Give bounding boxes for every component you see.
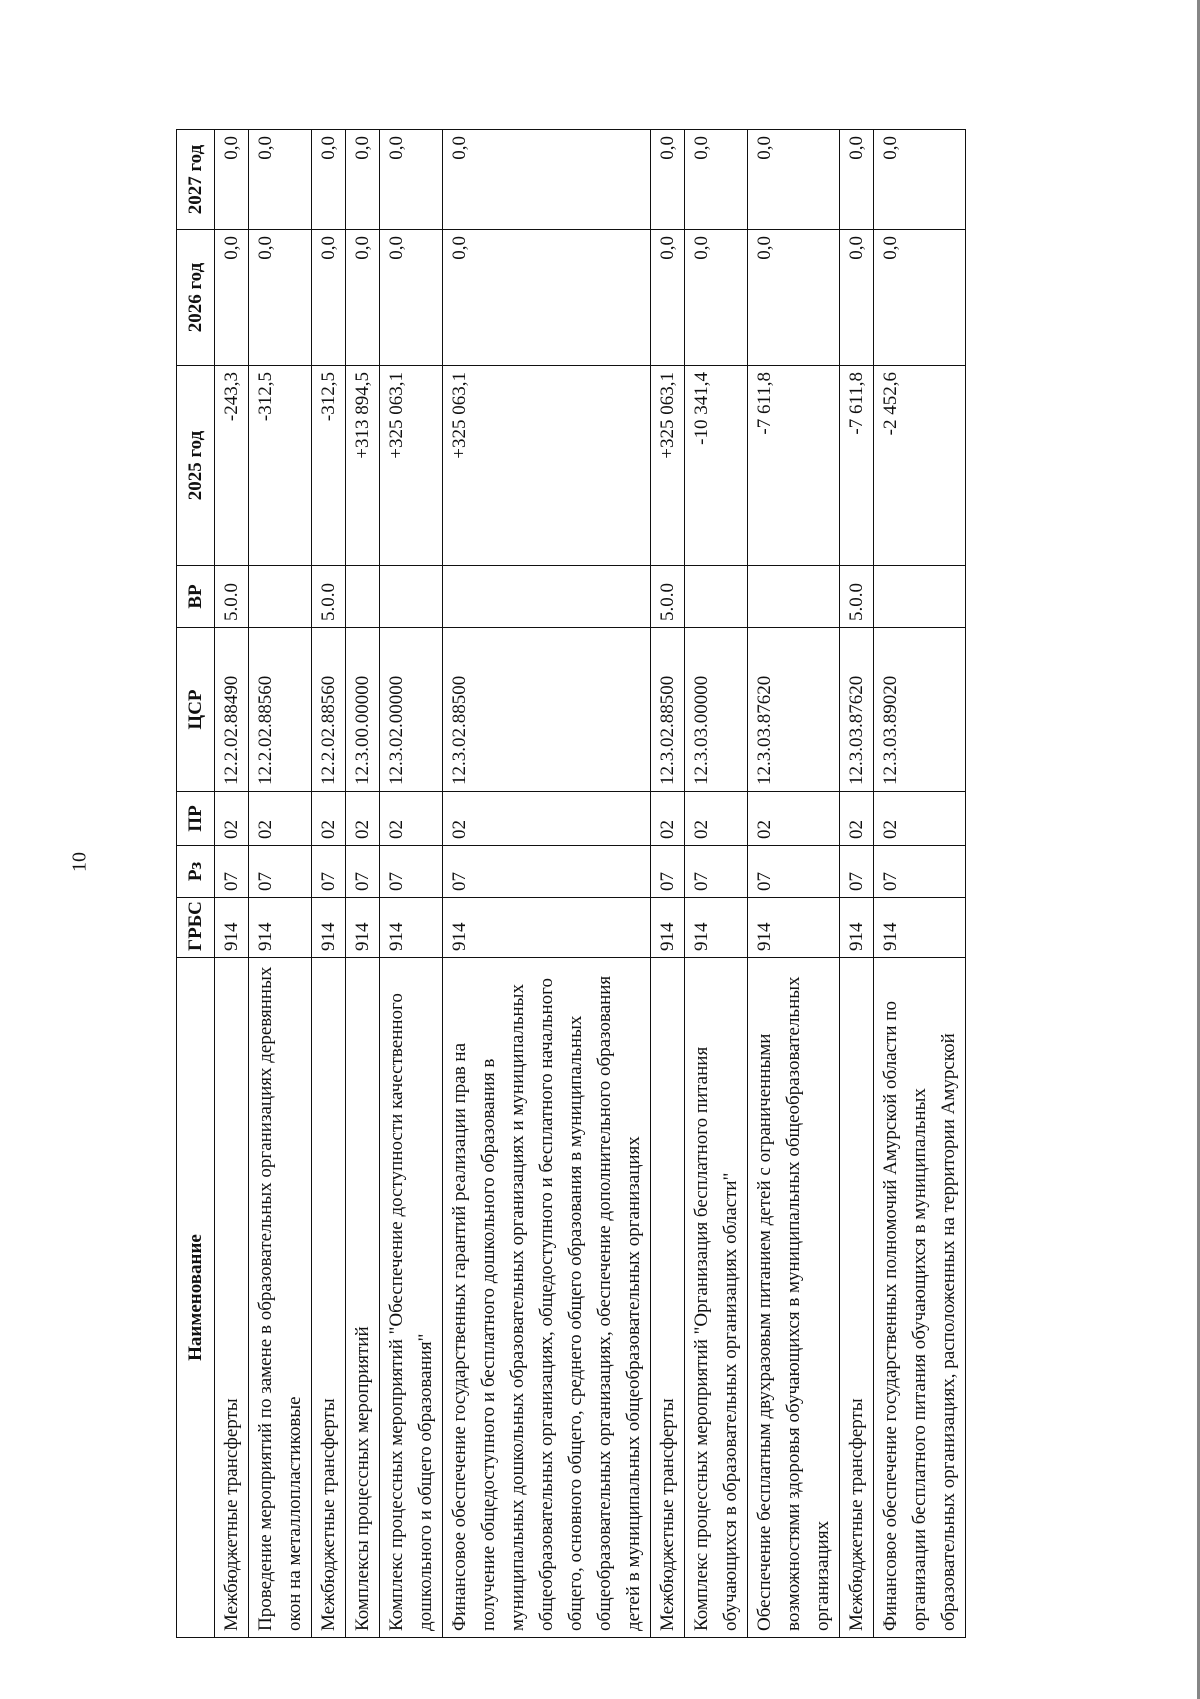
cell-grbs: 914 <box>748 898 840 958</box>
cell-2026: 0,0 <box>346 230 380 366</box>
cell-2025: +325 063,1 <box>443 366 651 566</box>
cell-name: Финансовое обеспечение государственных гарантий реализации прав на получение общедоступного и бесплатного дошкольного образования в муниципальных дошкольных образовательных организациях и муниципальных общеобразовательных организациях, общедоступного и бесплатного начального общего, основного общего, среднего общего образования в муниципальных общеобразовательных организациях, обеспечение дополнительного образования детей в муниципальных общеобразовательных организациях <box>443 958 651 1638</box>
cell-2025: -2 452,6 <box>874 366 966 566</box>
cell-csr: 12.2.02.88560 <box>312 628 346 792</box>
cell-grbs: 914 <box>443 898 651 958</box>
cell-2027: 0,0 <box>874 130 966 230</box>
cell-vr <box>748 566 840 628</box>
cell-pr: 02 <box>874 792 966 846</box>
cell-csr: 12.3.00.00000 <box>346 628 380 792</box>
cell-rz: 07 <box>651 846 685 898</box>
cell-vr: 5.0.0 <box>312 566 346 628</box>
cell-grbs: 914 <box>312 898 346 958</box>
cell-2025: -7 611,8 <box>748 366 840 566</box>
cell-vr: 5.0.0 <box>215 566 249 628</box>
cell-vr: 5.0.0 <box>840 566 874 628</box>
cell-rz: 07 <box>840 846 874 898</box>
cell-2025: -312,5 <box>312 366 346 566</box>
cell-rz: 07 <box>312 846 346 898</box>
cell-grbs: 914 <box>840 898 874 958</box>
cell-2027: 0,0 <box>748 130 840 230</box>
cell-pr: 02 <box>651 792 685 846</box>
header-rz: Рз <box>177 846 215 898</box>
cell-2025: -312,5 <box>249 366 312 566</box>
table-row <box>874 130 966 1638</box>
cell-grbs: 914 <box>249 898 312 958</box>
cell-grbs: 914 <box>651 898 685 958</box>
table-row <box>840 130 874 1638</box>
cell-grbs: 914 <box>685 898 748 958</box>
cell-2026: 0,0 <box>312 230 346 366</box>
table-row <box>249 130 312 1638</box>
cell-2025: +313 894,5 <box>346 366 380 566</box>
cell-pr: 02 <box>249 792 312 846</box>
cell-2026: 0,0 <box>443 230 651 366</box>
cell-2027: 0,0 <box>346 130 380 230</box>
header-pr: ПР <box>177 792 215 846</box>
cell-csr: 12.2.02.88560 <box>249 628 312 792</box>
cell-grbs: 914 <box>874 898 966 958</box>
cell-grbs: 914 <box>380 898 443 958</box>
cell-pr: 02 <box>312 792 346 846</box>
cell-2027: 0,0 <box>651 130 685 230</box>
cell-name: Межбюджетные трансферты <box>651 958 685 1638</box>
cell-csr: 12.3.03.87620 <box>840 628 874 792</box>
cell-pr: 02 <box>346 792 380 846</box>
cell-csr: 12.3.03.87620 <box>748 628 840 792</box>
cell-vr <box>346 566 380 628</box>
cell-2027: 0,0 <box>840 130 874 230</box>
cell-csr: 12.3.02.00000 <box>380 628 443 792</box>
table-row <box>651 130 685 1638</box>
cell-csr: 12.2.02.88490 <box>215 628 249 792</box>
cell-pr: 02 <box>748 792 840 846</box>
cell-rz: 07 <box>215 846 249 898</box>
header-2027: 2027 год <box>177 130 215 230</box>
cell-2025: -7 611,8 <box>840 366 874 566</box>
cell-name: Финансовое обеспечение государственных полномочий Амурской области по организации бесплатного питания обучающихся в муниципальных образовательных организациях, расположенных на территории Амурской <box>874 958 966 1638</box>
budget-table-rotated <box>176 130 1080 1638</box>
header-2026: 2026 год <box>177 230 215 366</box>
cell-pr: 02 <box>215 792 249 846</box>
cell-pr: 02 <box>443 792 651 846</box>
cell-2026: 0,0 <box>840 230 874 366</box>
table-row <box>380 130 443 1638</box>
cell-2025: -243,3 <box>215 366 249 566</box>
cell-2026: 0,0 <box>874 230 966 366</box>
cell-vr: 5.0.0 <box>651 566 685 628</box>
cell-2027: 0,0 <box>380 130 443 230</box>
table-body <box>215 130 966 1638</box>
cell-rz: 07 <box>874 846 966 898</box>
cell-2025: +325 063,1 <box>651 366 685 566</box>
cell-csr: 12.3.03.00000 <box>685 628 748 792</box>
cell-2025: -10 341,4 <box>685 366 748 566</box>
table-row <box>748 130 840 1638</box>
cell-2026: 0,0 <box>651 230 685 366</box>
cell-name: Межбюджетные трансферты <box>312 958 346 1638</box>
cell-2026: 0,0 <box>748 230 840 366</box>
cell-pr: 02 <box>685 792 748 846</box>
header-vr: ВР <box>177 566 215 628</box>
table-row <box>215 130 249 1638</box>
cell-name: Проведение мероприятий по замене в образовательных организациях деревянных окон на металлопластиковые <box>249 958 312 1638</box>
cell-2025: +325 063,1 <box>380 366 443 566</box>
table-row <box>685 130 748 1638</box>
cell-vr <box>443 566 651 628</box>
cell-rz: 07 <box>748 846 840 898</box>
cell-2027: 0,0 <box>443 130 651 230</box>
cell-pr: 02 <box>840 792 874 846</box>
table-row <box>443 130 651 1638</box>
header-2025: 2025 год <box>177 366 215 566</box>
header-csr: ЦСР <box>177 628 215 792</box>
cell-rz: 07 <box>346 846 380 898</box>
cell-vr <box>380 566 443 628</box>
cell-vr <box>685 566 748 628</box>
cell-name: Комплексы процессных мероприятий <box>346 958 380 1638</box>
cell-2027: 0,0 <box>249 130 312 230</box>
cell-grbs: 914 <box>215 898 249 958</box>
header-grbs: ГРБС <box>177 898 215 958</box>
cell-2026: 0,0 <box>215 230 249 366</box>
cell-2026: 0,0 <box>685 230 748 366</box>
cell-vr <box>249 566 312 628</box>
cell-name: Межбюджетные трансферты <box>215 958 249 1638</box>
cell-csr: 12.3.02.88500 <box>443 628 651 792</box>
cell-name: Межбюджетные трансферты <box>840 958 874 1638</box>
cell-csr: 12.3.03.89020 <box>874 628 966 792</box>
cell-name: Комплекс процессных мероприятий "Организация бесплатного питания обучающихся в образовательных организациях области" <box>685 958 748 1638</box>
cell-2026: 0,0 <box>380 230 443 366</box>
cell-rz: 07 <box>443 846 651 898</box>
cell-2027: 0,0 <box>685 130 748 230</box>
cell-2026: 0,0 <box>249 230 312 366</box>
cell-pr: 02 <box>380 792 443 846</box>
header-name: Наименование <box>177 958 215 1638</box>
cell-grbs: 914 <box>346 898 380 958</box>
table-row <box>346 130 380 1638</box>
cell-rz: 07 <box>685 846 748 898</box>
table-row <box>312 130 346 1638</box>
cell-name: Комплекс процессных мероприятий "Обеспечение доступности качественного дошкольного и общего образования" <box>380 958 443 1638</box>
cell-2027: 0,0 <box>215 130 249 230</box>
cell-vr <box>874 566 966 628</box>
page-number: 10 <box>68 852 91 872</box>
cell-rz: 07 <box>249 846 312 898</box>
budget-table <box>176 129 966 1638</box>
cell-name: Обеспечение бесплатным двухразовым питанием детей с ограниченными возможностями здоровья обучающихся в муниципальных общеобразовательных организациях <box>748 958 840 1638</box>
table-header-row <box>177 130 215 1638</box>
cell-rz: 07 <box>380 846 443 898</box>
cell-csr: 12.3.02.88500 <box>651 628 685 792</box>
cell-2027: 0,0 <box>312 130 346 230</box>
